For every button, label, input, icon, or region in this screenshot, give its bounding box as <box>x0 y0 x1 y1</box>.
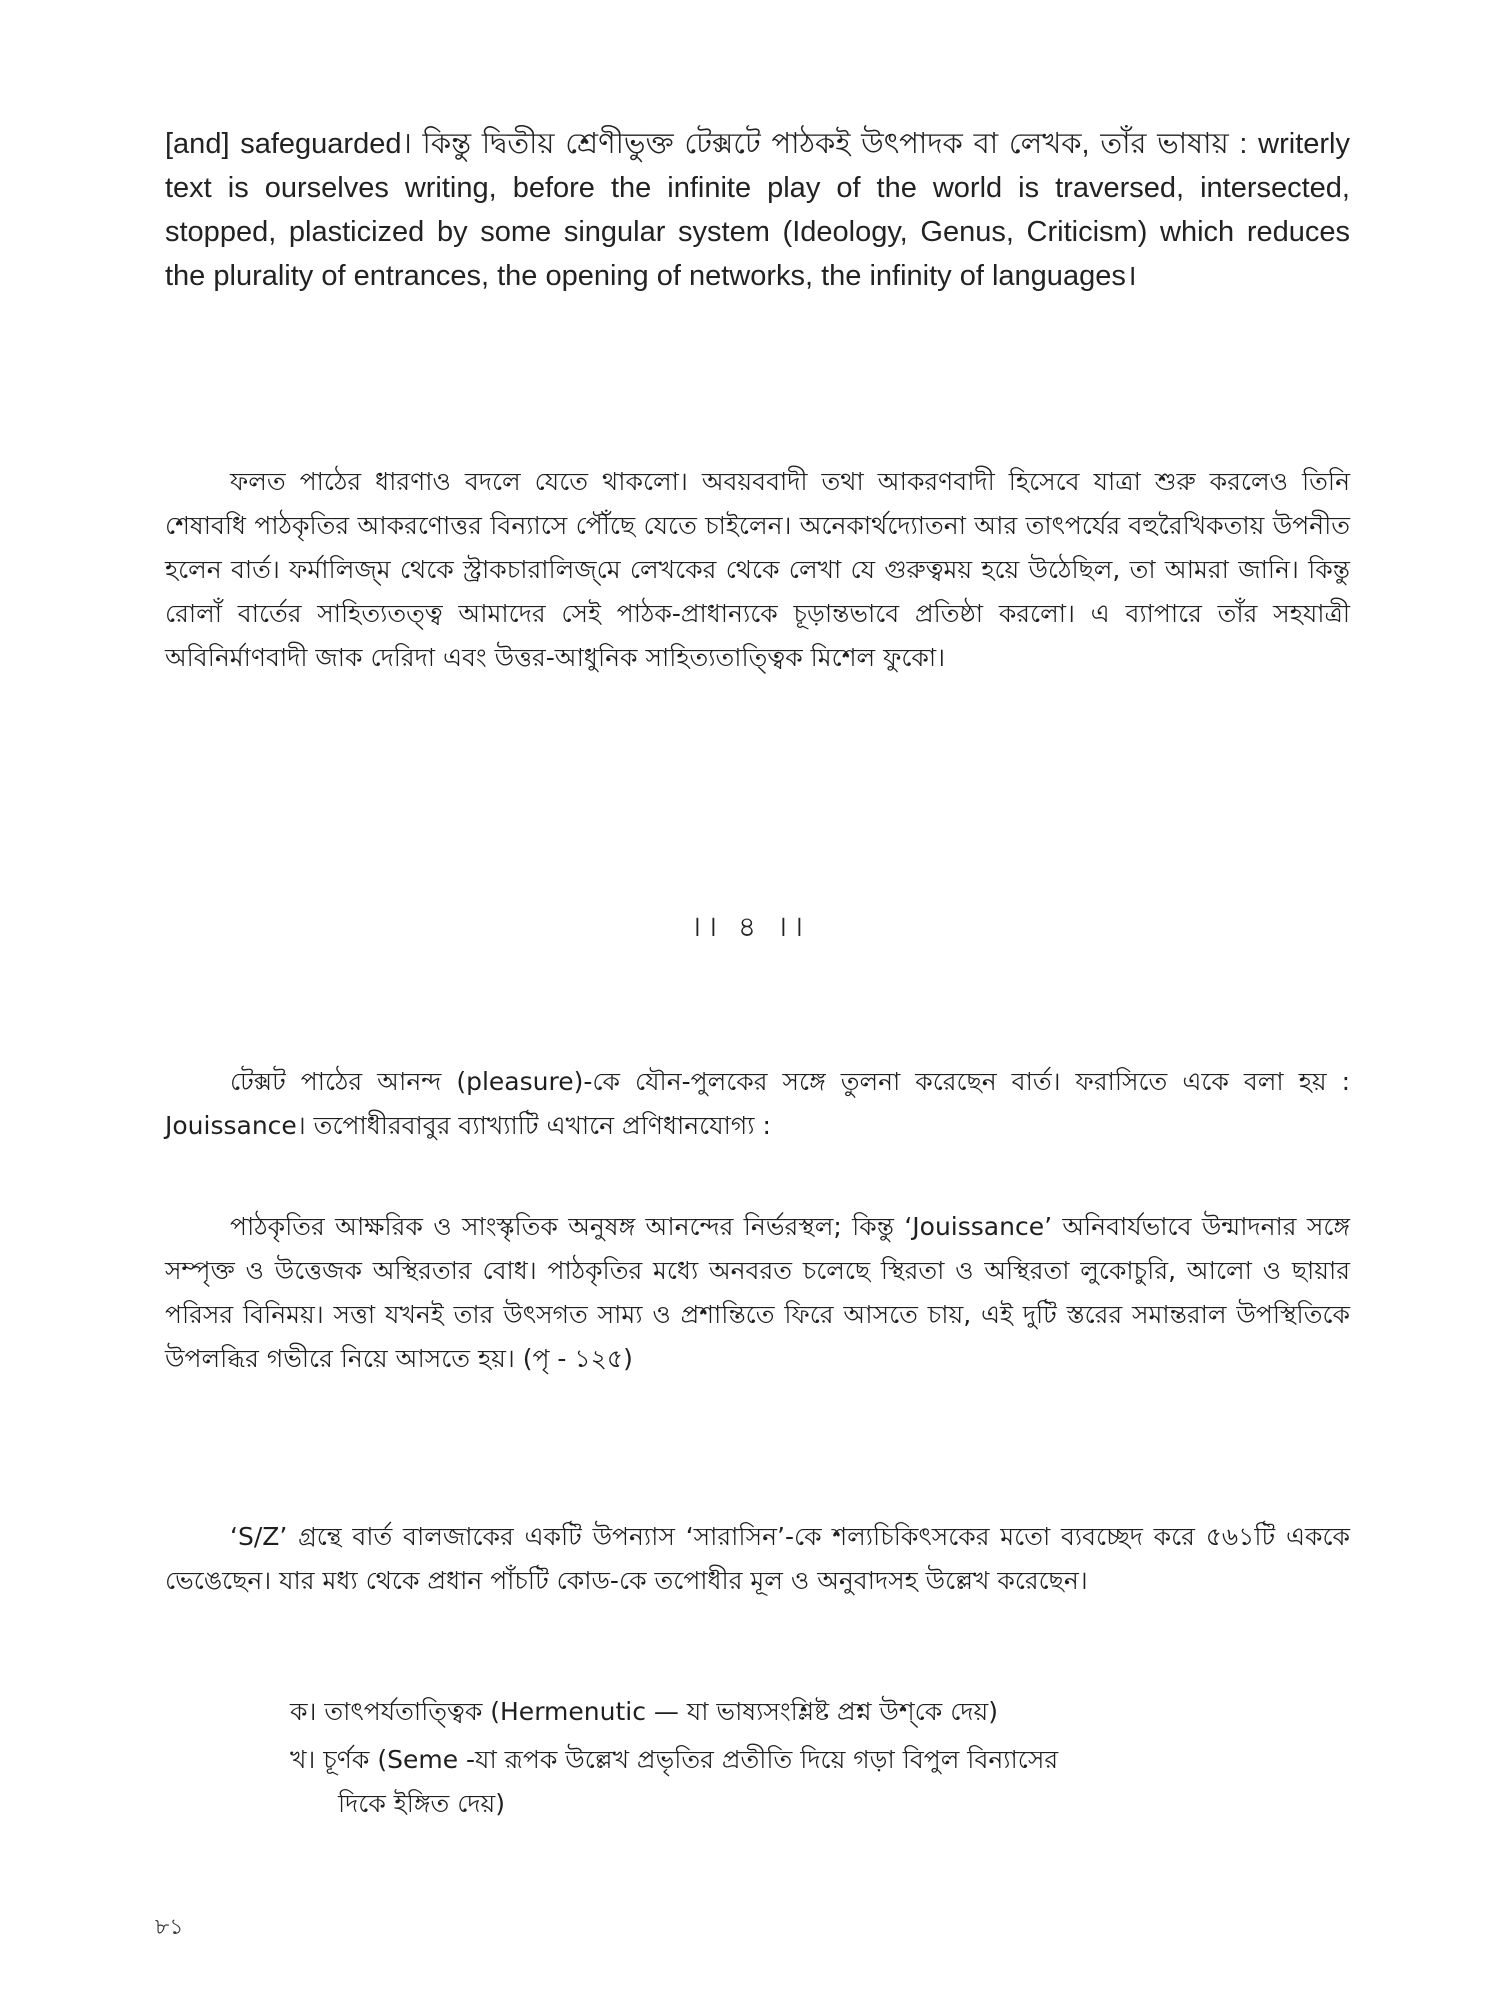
writerly-text-quote: [and] safeguarded। কিন্তু দ্বিতীয় শ্রেণীভুক্ত টেক্সটে পাঠকই উৎপাদক বা লেখক, তাঁর ভাষায় : writerly text is ourselves writing, before the infinite play of the world is traversed, intersected, stopped, plasticized by some singular system (Ideology, Genus, Criticism) which reduces the plurality of entrances, the opening of networks, the infinity of languages। <box>165 128 1350 292</box>
paragraph-reading-concept: ফলত পাঠের ধারণাও বদলে যেতে থাকলো। অবয়ববাদী তথা আকরণবাদী হিসেবে যাত্রা শুরু করলেও তিনি শেষাবধি পাঠকৃতির আকরণোত্তর বিন্যাসে পৌঁছে যেতে চাইলেন। অনেকার্থদ্যোতনা আর তাৎপর্যের বহুরৈখিকতায় উপনীত হলেন বার্ত। ফর্মালিজ্‌ম থেকে স্ট্রাকচারালিজ্‌মে লেখকের থেকে লেখা যে গুরুত্বময় হয়ে উঠেছিল, তা আমরা জানি। কিন্তু রোলাঁ বার্তের সাহিত্যতত্ত্ব আমাদের সেই পাঠক-প্রাধান্যকে চূড়ান্তভাবে প্রতিষ্ঠা করলো। এ ব্যাপারে তাঁর সহযাত্রী অবিনির্মাণবাদী জাক দেরিদা এবং উত্তর-আধুনিক সাহিত্যতাত্ত্বিক মিশেল ফুকো। <box>165 467 1350 672</box>
page-number: ৮১ <box>155 1915 184 1940</box>
code-hermeneutic: ক। তাৎপর্যতাত্ত্বিক (Hermenutic — যা ভাষ্যসংশ্লিষ্ট প্রশ্ন উশ্‌কে দেয়) <box>290 1697 998 1726</box>
paragraph-jouissance: টেক্সট পাঠের আনন্দ (pleasure)-কে যৌন-পুলকের সঙ্গে তুলনা করেছেন বার্ত। ফরাসিতে একে বলা হয় : Jouissance। তপোধীরবাবুর ব্যাখ্যাটি এখানে প্রণিধানযোগ্য : <box>165 1067 1350 1140</box>
section-heading: ।। ৪ ।। <box>690 910 810 943</box>
list-item <box>290 1690 1340 1734</box>
code-seme: খ। চূর্ণক (Seme -যা রূপক উল্লেখ প্রভৃতির প্রতীতি দিয়ে গড়া বিপুল বিন্যাসের <box>290 1745 1059 1774</box>
code-seme-continued: দিকে ইঙ্গিত দেয়) <box>338 1789 505 1818</box>
list-item <box>290 1738 1340 1826</box>
tapodhir-quote: পাঠকৃতির আক্ষরিক ও সাংস্কৃতিক অনুষঙ্গ আনন্দের নির্ভরস্থল; কিন্তু ‘Jouissance’ অনিবার্যভাবে উন্মাদনার সঙ্গে সম্পৃক্ত ও উত্তেজক অস্থিরতার বোধ। পাঠকৃতির মধ্যে অনবরত চলেছে স্থিরতা ও অস্থিরতা লুকোচুরি, আলো ও ছায়ার পরিসর বিনিময়। সত্তা যখনই তার উৎসগত সাম্য ও প্রশান্তিতে ফিরে আসতে চায়, এই দুটি স্তরের সমান্তরাল উপস্থিতিকে উপলব্ধির গভীরে নিয়ে আসতে হয়। (পৃ - ১২৫) <box>165 1212 1350 1373</box>
paragraph-sz: ‘S/Z’ গ্রন্থে বার্ত বালজাকের একটি উপন্যাস ‘সারাসিন’-কে শল্যচিকিৎসকের মতো ব্যবচ্ছেদ করে ৫৬১টি এককে ভেঙেছেন। যার মধ্য থেকে প্রধান পাঁচটি কোড-কে তপোধীর মূল ও অনুবাদসহ উল্লেখ করেছেন। <box>165 1522 1350 1595</box>
